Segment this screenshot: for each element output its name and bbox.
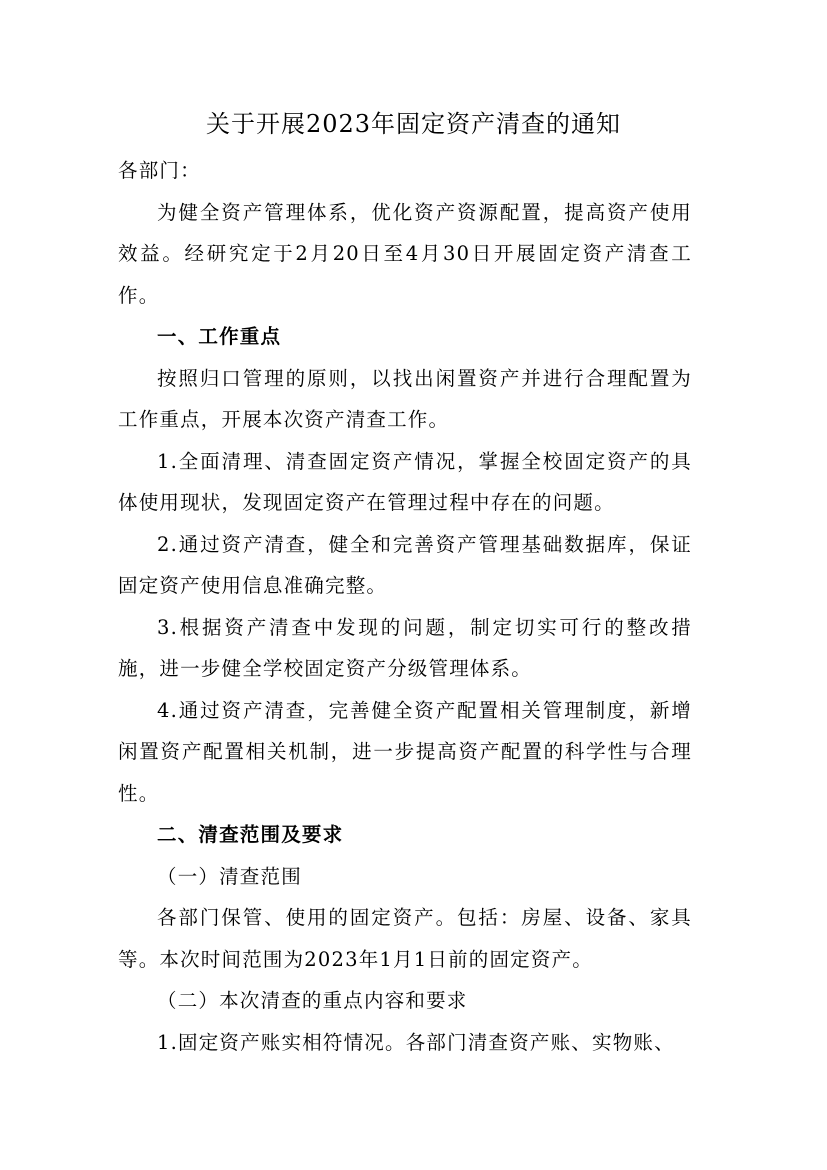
section-heading-scope: 二、清查范围及要求 — [157, 823, 344, 846]
list-item-1: 1.全面清理、清查固定资产情况，掌握全校固定资产的具体使用现状，发现固定资产在管理过程中存在的问题。 — [118, 449, 692, 514]
section-heading-work-focus: 一、工作重点 — [157, 325, 282, 348]
list-item-3: 3.根据资产清查中发现的问题，制定切实可行的整改措施，进一步健全学校固定资产分级管理体系。 — [118, 615, 692, 680]
subheading-key-content: （二）本次清查的重点内容和要求 — [157, 989, 468, 1012]
subheading-scope: （一）清查范围 — [157, 864, 302, 888]
paragraph-scope: 各部门保管、使用的固定资产。包括：房屋、设备、家具等。本次时间范围为2023年1月1日前的固定资产。 — [118, 906, 692, 971]
paragraph-key-content-1: 1.固定资产账实相符情况。各部门清查资产账、实物账、 — [157, 1030, 675, 1054]
paragraph-intro: 为健全资产管理体系，优化资产资源配置，提高资产使用效益。经研究定于2月20日至4月30日开展固定资产清查工作。 — [118, 200, 692, 307]
list-item-2: 2.通过资产清查，健全和完善资产管理基础数据库，保证固定资产使用信息准确完整。 — [118, 532, 692, 597]
list-item-4: 4.通过资产清查，完善健全资产配置相关管理制度，新增闲置资产配置相关机制，进一步提高资产配置的科学性与合理性。 — [118, 698, 692, 805]
document-body — [118, 150, 692, 1063]
paragraph-work-focus: 按照归口管理的原则，以找出闲置资产并进行合理配置为工作重点，开展本次资产清查工作。 — [118, 366, 692, 431]
document-title: 关于开展2023年固定资产清查的通知 — [205, 110, 622, 138]
salutation: 各部门： — [118, 159, 201, 182]
